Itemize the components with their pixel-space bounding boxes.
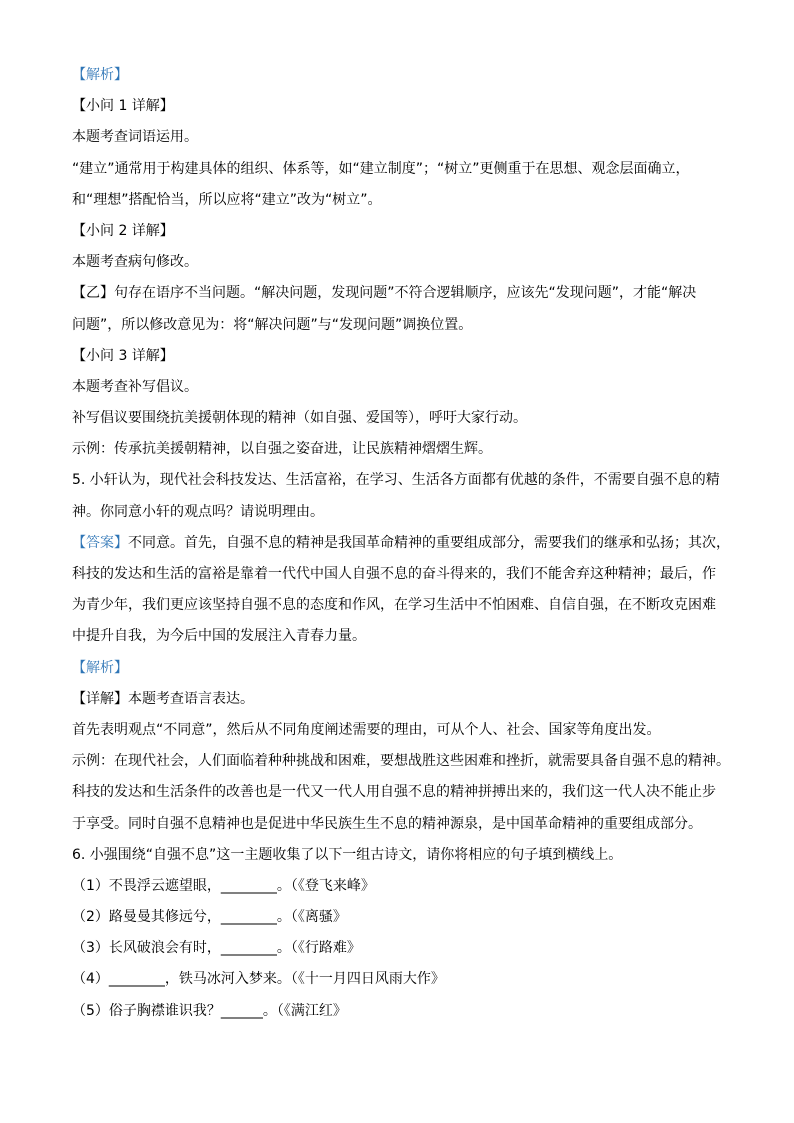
text-line: [72, 405, 762, 431]
text-segment: 6. 小强围绕“自强不息”这一主题收集了以下一组古诗文，请你将相应的句子填到横线上。: [72, 846, 623, 863]
text-segment: 本题考查补写倡议。: [72, 378, 198, 395]
text-line: [72, 686, 762, 712]
text-segment: 科技的发达和生活条件的改善也是一代又一代人用自强不息的精神拼搏出来的，我们这一代人决不能止步: [72, 784, 716, 801]
text-segment: （2）路曼曼其修远兮，________。（《离骚》: [72, 909, 347, 926]
text-line: [72, 623, 762, 649]
text-line: [72, 93, 762, 119]
text-segment: （4）________，铁马冰河入梦来。（《十一月四日风雨大作》: [72, 971, 445, 988]
text-segment: （5）俗子胸襟谁识我？______。（《满江红》: [72, 1002, 347, 1019]
text-segment: （3）长风破浪会有时，________。（《行路难》: [72, 940, 361, 957]
text-line: [72, 966, 762, 992]
section-label: 【解析】: [72, 659, 128, 676]
text-segment: 首先表明观点“不同意”，然后从不同角度阐述需要的理由，可从个人、社会、国家等角度出发。: [72, 721, 661, 738]
text-line: [72, 779, 762, 805]
text-line: [72, 748, 762, 774]
text-segment: 【小问 3 详解】: [72, 347, 174, 364]
text-segment: “建立”通常用于构建具体的组织、体系等，如“建立制度”；“树立”更侧重于在思想、观念层面确立，: [72, 160, 690, 177]
text-segment: 中提升自我，为今后中国的发展注入青春力量。: [72, 628, 366, 645]
text-line: [72, 467, 762, 493]
text-segment: 和“理想”搭配恰当，所以应将“建立”改为“树立”。: [72, 191, 382, 208]
text-segment: 【小问 1 详解】: [72, 98, 174, 115]
text-line: [72, 530, 762, 556]
text-line: [72, 935, 762, 961]
text-segment: 本题考查词语运用。: [72, 129, 198, 146]
text-line: [72, 592, 762, 618]
text-segment: 【乙】句存在语序不当问题。“解决问题，发现问题”不符合逻辑顺序，应该先“发现问题”，才能“解决: [72, 285, 697, 302]
text-line: [72, 842, 762, 868]
text-segment: 不同意。首先，自强不息的精神是我国革命精神的重要组成部分，需要我们的继承和弘扬；其次，: [128, 534, 730, 551]
text-line: [72, 156, 762, 182]
text-segment: 科技的发达和生活的富裕是靠着一代代中国人自强不息的奋斗得来的，我们不能舍弃这种精神；最后，作: [72, 566, 716, 582]
text-segment: 补写倡议要围绕抗美援朝体现的精神（如自强、爱国等），呼吁大家行动。: [72, 410, 527, 427]
text-line: [72, 436, 762, 462]
text-line: [72, 124, 762, 150]
text-line: [72, 998, 762, 1024]
text-segment: 为青少年，我们更应该坚持自强不息的态度和作风，在学习生活中不怕困难、自信自强，在不断攻克困难: [72, 597, 716, 614]
text-segment: 问题”，所以修改意见为：将“解决问题”与“发现问题”调换位置。: [72, 316, 473, 333]
text-line: [72, 187, 762, 213]
text-line: [72, 561, 762, 587]
text-line: [72, 655, 762, 681]
text-line: [72, 343, 762, 369]
text-segment: 于享受。同时自强不息精神也是促进中华民族生生不息的精神源泉，是中国革命精神的重要组成部分。: [72, 815, 702, 832]
text-segment: 【小问 2 详解】: [72, 222, 174, 239]
text-segment: 示例：传承抗美援朝精神，以自强之姿奋进，让民族精神熠熠生辉。: [72, 441, 492, 458]
text-line: [72, 218, 762, 244]
text-segment: 【详解】本题考查语言表达。: [72, 690, 254, 707]
text-segment: 本题考查病句修改。: [72, 254, 198, 271]
text-line: [72, 62, 762, 88]
text-segment: 示例：在现代社会，人们面临着种种挑战和困难，要想战胜这些困难和挫折，就需要具备自强不息的精神。: [72, 753, 730, 770]
text-segment: 5. 小轩认为，现代社会科技发达、生活富裕，在学习、生活各方面都有优越的条件，不需要自强不息的精: [72, 472, 720, 489]
section-label: 【解析】: [72, 67, 128, 83]
text-line: [72, 873, 762, 899]
text-line: [72, 717, 762, 743]
text-line: [72, 249, 762, 275]
text-line: [72, 499, 762, 525]
text-line: [72, 312, 762, 338]
text-segment: （1）不畏浮云遮望眼，________。（《登飞来峰》: [72, 877, 375, 894]
text-line: [72, 904, 762, 930]
text-line: [72, 280, 762, 306]
text-segment: 神。你同意小轩的观点吗？请说明理由。: [72, 503, 324, 520]
text-line: [72, 811, 762, 837]
section-label: 【答案】: [72, 534, 128, 551]
text-line: [72, 374, 762, 400]
document-page: [72, 62, 762, 1029]
